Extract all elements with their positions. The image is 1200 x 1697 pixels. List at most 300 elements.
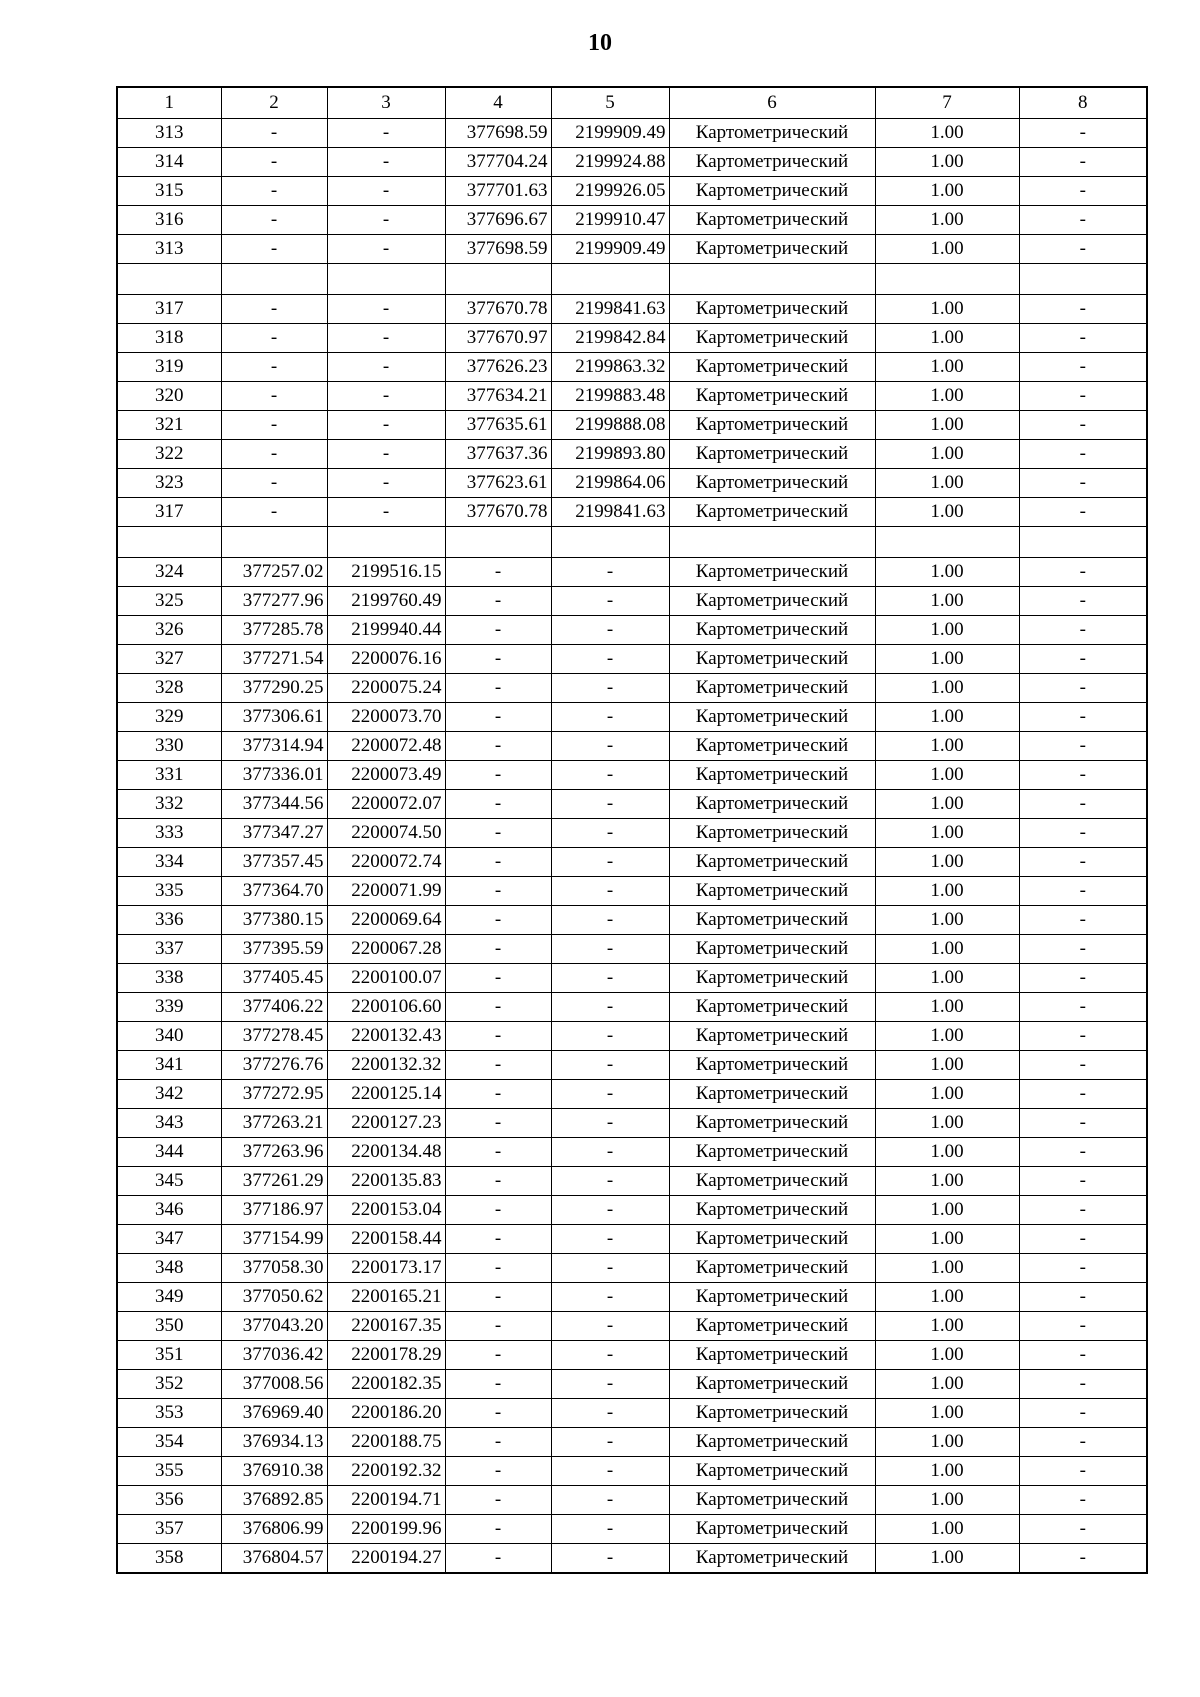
- table-row: [117, 732, 1147, 761]
- table-cell-col-3: 2200192.32: [327, 1457, 445, 1486]
- table-cell-col-5: 2199888.08: [551, 411, 669, 440]
- table-cell-col-2: 377277.96: [221, 587, 327, 616]
- table-cell-col-8: -: [1019, 295, 1147, 324]
- table-cell-col-6: [669, 264, 875, 295]
- table-cell-col-4: -: [445, 964, 551, 993]
- table-row: [117, 206, 1147, 235]
- table-cell-col-3: -: [327, 177, 445, 206]
- table-cell-col-3: 2200071.99: [327, 877, 445, 906]
- table-cell-col-8: -: [1019, 587, 1147, 616]
- table-cell-col-6: Картометрический: [669, 645, 875, 674]
- table-cell-col-1: 337: [117, 935, 221, 964]
- table-cell-col-2: 377263.96: [221, 1138, 327, 1167]
- table-cell-col-8: -: [1019, 1486, 1147, 1515]
- table-cell-col-8: -: [1019, 1457, 1147, 1486]
- table-cell-col-5: -: [551, 1428, 669, 1457]
- table-cell-col-2: 377263.21: [221, 1109, 327, 1138]
- table-cell-col-1: 321: [117, 411, 221, 440]
- table-cell-col-4: -: [445, 1051, 551, 1080]
- table-cell-col-1: 333: [117, 819, 221, 848]
- table-cell-col-5: 2199909.49: [551, 119, 669, 148]
- table-cell-col-3: -: [327, 498, 445, 527]
- table-cell-col-7: 1.00: [875, 703, 1019, 732]
- table-row: [117, 906, 1147, 935]
- table-row: [117, 1022, 1147, 1051]
- table-row: [117, 790, 1147, 819]
- table-cell-col-2: -: [221, 440, 327, 469]
- table-cell-col-7: 1.00: [875, 206, 1019, 235]
- table-cell-col-8: -: [1019, 1022, 1147, 1051]
- table-cell-col-2: 376910.38: [221, 1457, 327, 1486]
- table-row: [117, 295, 1147, 324]
- table-cell-col-5: -: [551, 1399, 669, 1428]
- table-cell-col-1: 348: [117, 1254, 221, 1283]
- table-cell-col-3: 2200132.43: [327, 1022, 445, 1051]
- table-cell-col-7: 1.00: [875, 411, 1019, 440]
- table-cell-col-8: -: [1019, 848, 1147, 877]
- table-cell-col-1: 316: [117, 206, 221, 235]
- table-row: [117, 993, 1147, 1022]
- table-cell-col-5: -: [551, 1312, 669, 1341]
- table-cell-col-6: Картометрический: [669, 964, 875, 993]
- table-cell-col-8: -: [1019, 324, 1147, 353]
- table-cell-col-4: -: [445, 616, 551, 645]
- table-cell-col-3: -: [327, 295, 445, 324]
- table-cell-col-7: 1.00: [875, 1022, 1019, 1051]
- table-cell-col-3: 2200075.24: [327, 674, 445, 703]
- table-cell-col-6: Картометрический: [669, 1225, 875, 1254]
- table-cell-col-8: -: [1019, 645, 1147, 674]
- table-cell-col-7: 1.00: [875, 993, 1019, 1022]
- table-cell-col-6: Картометрический: [669, 1341, 875, 1370]
- table-cell-col-6: Картометрический: [669, 498, 875, 527]
- table-cell-col-5: -: [551, 1138, 669, 1167]
- table-cell-col-7: 1.00: [875, 587, 1019, 616]
- table-cell-col-5: -: [551, 964, 669, 993]
- table-cell-col-8: -: [1019, 964, 1147, 993]
- table-cell-col-8: -: [1019, 177, 1147, 206]
- table-cell-col-1: 354: [117, 1428, 221, 1457]
- table-cell-col-2: 377357.45: [221, 848, 327, 877]
- table-cell-col-6: Картометрический: [669, 877, 875, 906]
- table-cell-col-3: 2200167.35: [327, 1312, 445, 1341]
- table-cell-col-8: -: [1019, 469, 1147, 498]
- table-cell-col-4: -: [445, 1312, 551, 1341]
- table-cell-col-3: 2200199.96: [327, 1515, 445, 1544]
- table-cell-col-7: 1.00: [875, 1167, 1019, 1196]
- table-row: [117, 469, 1147, 498]
- table-cell-col-6: Картометрический: [669, 440, 875, 469]
- table-cell-col-6: Картометрический: [669, 1022, 875, 1051]
- table-cell-col-3: 2200158.44: [327, 1225, 445, 1254]
- table-cell-col-3: 2199516.15: [327, 558, 445, 587]
- table-cell-col-4: -: [445, 1370, 551, 1399]
- table-row: [117, 411, 1147, 440]
- table-cell-col-1: 317: [117, 498, 221, 527]
- table-cell-col-6: Картометрический: [669, 235, 875, 264]
- table-cell-col-2: [221, 264, 327, 295]
- table-cell-col-3: 2200173.17: [327, 1254, 445, 1283]
- table-cell-col-3: 2200186.20: [327, 1399, 445, 1428]
- table-cell-col-4: -: [445, 703, 551, 732]
- table-cell-col-8: -: [1019, 703, 1147, 732]
- table-cell-col-2: 377336.01: [221, 761, 327, 790]
- table-cell-col-6: Картометрический: [669, 790, 875, 819]
- table-cell-col-4: 377635.61: [445, 411, 551, 440]
- table-cell-col-5: 2199883.48: [551, 382, 669, 411]
- table-cell-col-1: 323: [117, 469, 221, 498]
- table-cell-col-8: -: [1019, 1283, 1147, 1312]
- table-cell-col-2: [221, 527, 327, 558]
- table-cell-col-2: 376934.13: [221, 1428, 327, 1457]
- table-cell-col-5: -: [551, 616, 669, 645]
- table-cell-col-7: 1.00: [875, 1196, 1019, 1225]
- table-cell-col-3: -: [327, 440, 445, 469]
- table-cell-col-1: 357: [117, 1515, 221, 1544]
- table-cell-col-4: [445, 527, 551, 558]
- table-cell-col-2: 377405.45: [221, 964, 327, 993]
- table-cell-col-1: 328: [117, 674, 221, 703]
- table-cell-col-8: -: [1019, 1051, 1147, 1080]
- table-cell-col-1: 325: [117, 587, 221, 616]
- table-cell-col-8: -: [1019, 1196, 1147, 1225]
- table-row: [117, 761, 1147, 790]
- table-cell-col-1: 358: [117, 1544, 221, 1574]
- table-row: [117, 674, 1147, 703]
- table-cell-col-7: 1.00: [875, 324, 1019, 353]
- table-cell-col-4: -: [445, 1196, 551, 1225]
- table-cell-col-8: -: [1019, 1109, 1147, 1138]
- table-cell-col-2: 376969.40: [221, 1399, 327, 1428]
- table-cell-col-1: 356: [117, 1486, 221, 1515]
- table-cell-col-8: -: [1019, 558, 1147, 587]
- table-cell-col-5: -: [551, 1109, 669, 1138]
- table-cell-col-6: Картометрический: [669, 1051, 875, 1080]
- table-row: [117, 558, 1147, 587]
- table-cell-col-7: 1.00: [875, 1544, 1019, 1574]
- table-cell-col-2: -: [221, 119, 327, 148]
- table-cell-col-8: -: [1019, 498, 1147, 527]
- table-cell-col-4: -: [445, 1283, 551, 1312]
- table-cell-col-6: Картометрический: [669, 703, 875, 732]
- table-cell-col-7: [875, 527, 1019, 558]
- table-row: [117, 1283, 1147, 1312]
- table-cell-col-8: -: [1019, 1225, 1147, 1254]
- table-cell-col-2: 377306.61: [221, 703, 327, 732]
- table-row: [117, 964, 1147, 993]
- table-row: [117, 1080, 1147, 1109]
- table-cell-col-3: 2200135.83: [327, 1167, 445, 1196]
- table-cell-col-6: Картометрический: [669, 1167, 875, 1196]
- table-cell-col-2: -: [221, 148, 327, 177]
- table-cell-col-3: -: [327, 206, 445, 235]
- table-cell-col-4: -: [445, 1399, 551, 1428]
- table-cell-col-1: 318: [117, 324, 221, 353]
- table-cell-col-6: Картометрический: [669, 1196, 875, 1225]
- table-row: [117, 1196, 1147, 1225]
- table-cell-col-2: -: [221, 498, 327, 527]
- header-row: [117, 87, 1147, 119]
- table-cell-col-8: -: [1019, 616, 1147, 645]
- table-cell-col-1: 314: [117, 148, 221, 177]
- table-cell-col-2: 377272.95: [221, 1080, 327, 1109]
- table-cell-col-1: 331: [117, 761, 221, 790]
- table-cell-col-7: 1.00: [875, 498, 1019, 527]
- table-cell-col-3: 2200106.60: [327, 993, 445, 1022]
- table-cell-col-4: -: [445, 1341, 551, 1370]
- table-cell-col-6: Картометрический: [669, 1254, 875, 1283]
- table-cell-col-6: Картометрический: [669, 761, 875, 790]
- table-cell-col-1: 350: [117, 1312, 221, 1341]
- table-cell-col-6: Картометрический: [669, 382, 875, 411]
- table-cell-col-6: Картометрический: [669, 1515, 875, 1544]
- table-cell-col-1: 340: [117, 1022, 221, 1051]
- table-cell-col-4: -: [445, 587, 551, 616]
- table-cell-col-8: -: [1019, 440, 1147, 469]
- table-row: [117, 935, 1147, 964]
- table-cell-col-3: 2200132.32: [327, 1051, 445, 1080]
- table-cell-col-1: 313: [117, 119, 221, 148]
- table-cell-col-5: 2199842.84: [551, 324, 669, 353]
- table-cell-col-1: 345: [117, 1167, 221, 1196]
- table-row: [117, 119, 1147, 148]
- table-cell-col-3: -: [327, 119, 445, 148]
- table-cell-col-2: 377261.29: [221, 1167, 327, 1196]
- table-cell-col-6: Картометрический: [669, 1544, 875, 1574]
- table-cell-col-7: 1.00: [875, 1254, 1019, 1283]
- table-cell-col-1: 330: [117, 732, 221, 761]
- table-cell-col-3: 2200188.75: [327, 1428, 445, 1457]
- table-row: [117, 177, 1147, 206]
- table-cell-col-1: 320: [117, 382, 221, 411]
- table-cell-col-7: 1.00: [875, 935, 1019, 964]
- table-cell-col-6: Картометрический: [669, 206, 875, 235]
- table-row: [117, 382, 1147, 411]
- table-cell-col-7: 1.00: [875, 469, 1019, 498]
- table-cell-col-4: -: [445, 558, 551, 587]
- table-cell-col-6: Картометрический: [669, 295, 875, 324]
- table-cell-col-2: -: [221, 295, 327, 324]
- table-cell-col-7: 1.00: [875, 645, 1019, 674]
- table-cell-col-5: -: [551, 906, 669, 935]
- table-cell-col-2: -: [221, 235, 327, 264]
- table-cell-col-5: -: [551, 819, 669, 848]
- table-cell-col-3: [327, 264, 445, 295]
- table-row: [117, 1515, 1147, 1544]
- table-cell-col-6: Картометрический: [669, 148, 875, 177]
- table-cell-col-7: 1.00: [875, 1341, 1019, 1370]
- column-header-5: 5: [551, 87, 669, 119]
- table-row: [117, 440, 1147, 469]
- table-cell-col-6: Картометрический: [669, 1109, 875, 1138]
- table-cell-col-2: 377344.56: [221, 790, 327, 819]
- table-row: [117, 1399, 1147, 1428]
- table-cell-col-2: 377290.25: [221, 674, 327, 703]
- table-cell-col-2: -: [221, 411, 327, 440]
- table-cell-col-2: 377036.42: [221, 1341, 327, 1370]
- table-cell-col-5: -: [551, 1283, 669, 1312]
- table-cell-col-4: 377704.24: [445, 148, 551, 177]
- table-cell-col-4: 377670.78: [445, 498, 551, 527]
- table-cell-col-4: -: [445, 1138, 551, 1167]
- table-cell-col-1: 342: [117, 1080, 221, 1109]
- table-row-separator: [117, 264, 1147, 295]
- table-cell-col-8: -: [1019, 206, 1147, 235]
- table-cell-col-2: 377271.54: [221, 645, 327, 674]
- table-cell-col-3: 2199940.44: [327, 616, 445, 645]
- table-cell-col-6: Картометрический: [669, 1138, 875, 1167]
- table-cell-col-7: 1.00: [875, 674, 1019, 703]
- table-cell-col-2: 377406.22: [221, 993, 327, 1022]
- table-cell-col-4: -: [445, 1457, 551, 1486]
- table-cell-col-5: -: [551, 1051, 669, 1080]
- table-cell-col-5: -: [551, 1080, 669, 1109]
- table-cell-col-1: 341: [117, 1051, 221, 1080]
- table-cell-col-3: 2200125.14: [327, 1080, 445, 1109]
- table-cell-col-1: 326: [117, 616, 221, 645]
- table-cell-col-5: -: [551, 790, 669, 819]
- table-row: [117, 703, 1147, 732]
- table-cell-col-6: Картометрический: [669, 411, 875, 440]
- table-cell-col-4: 377670.78: [445, 295, 551, 324]
- table-cell-col-6: Картометрический: [669, 616, 875, 645]
- table-cell-col-8: -: [1019, 674, 1147, 703]
- table-cell-col-4: -: [445, 645, 551, 674]
- table-cell-col-8: -: [1019, 1138, 1147, 1167]
- table-cell-col-8: -: [1019, 877, 1147, 906]
- table-cell-col-6: Картометрический: [669, 935, 875, 964]
- table-cell-col-6: Картометрический: [669, 469, 875, 498]
- table-cell-col-6: Картометрический: [669, 993, 875, 1022]
- table-cell-col-3: 2200067.28: [327, 935, 445, 964]
- table-cell-col-5: -: [551, 993, 669, 1022]
- table-cell-col-3: 2200073.70: [327, 703, 445, 732]
- table-cell-col-3: -: [327, 469, 445, 498]
- table-cell-col-5: -: [551, 674, 669, 703]
- table-cell-col-8: -: [1019, 1312, 1147, 1341]
- table-cell-col-3: 2200134.48: [327, 1138, 445, 1167]
- table-cell-col-1: 349: [117, 1283, 221, 1312]
- table-row: [117, 1428, 1147, 1457]
- table-cell-col-1: 353: [117, 1399, 221, 1428]
- table-cell-col-5: -: [551, 761, 669, 790]
- table-cell-col-7: 1.00: [875, 440, 1019, 469]
- table-cell-col-5: 2199926.05: [551, 177, 669, 206]
- table-row: [117, 1225, 1147, 1254]
- table-row: [117, 324, 1147, 353]
- table-cell-col-3: 2199760.49: [327, 587, 445, 616]
- table-row: [117, 877, 1147, 906]
- table-cell-col-4: -: [445, 1254, 551, 1283]
- table-cell-col-8: -: [1019, 819, 1147, 848]
- table-cell-col-3: 2200074.50: [327, 819, 445, 848]
- table-cell-col-3: -: [327, 235, 445, 264]
- table-cell-col-5: -: [551, 1254, 669, 1283]
- table-cell-col-8: -: [1019, 761, 1147, 790]
- table-row: [117, 587, 1147, 616]
- table-cell-col-5: -: [551, 1022, 669, 1051]
- table-cell-col-7: 1.00: [875, 353, 1019, 382]
- table-cell-col-2: 377008.56: [221, 1370, 327, 1399]
- column-header-7: 7: [875, 87, 1019, 119]
- table-cell-col-2: 377364.70: [221, 877, 327, 906]
- table-cell-col-7: 1.00: [875, 906, 1019, 935]
- column-header-3: 3: [327, 87, 445, 119]
- table-row: [117, 1254, 1147, 1283]
- table-cell-col-7: 1.00: [875, 1109, 1019, 1138]
- table-cell-col-7: 1.00: [875, 558, 1019, 587]
- table-row: [117, 645, 1147, 674]
- table-cell-col-7: 1.00: [875, 235, 1019, 264]
- table-cell-col-3: 2200194.71: [327, 1486, 445, 1515]
- table-cell-col-7: 1.00: [875, 964, 1019, 993]
- table-cell-col-5: 2199863.32: [551, 353, 669, 382]
- table-cell-col-5: -: [551, 558, 669, 587]
- table-cell-col-8: -: [1019, 993, 1147, 1022]
- table-cell-col-1: 343: [117, 1109, 221, 1138]
- table-header: [117, 87, 1147, 119]
- table-cell-col-4: -: [445, 1022, 551, 1051]
- table-cell-col-6: Картометрический: [669, 906, 875, 935]
- table-cell-col-4: -: [445, 732, 551, 761]
- column-header-8: 8: [1019, 87, 1147, 119]
- table-cell-col-4: 377637.36: [445, 440, 551, 469]
- table-cell-col-6: Картометрический: [669, 674, 875, 703]
- table-cell-col-4: -: [445, 993, 551, 1022]
- table-cell-col-3: 2200178.29: [327, 1341, 445, 1370]
- table-cell-col-6: Картометрический: [669, 558, 875, 587]
- table-cell-col-1: 347: [117, 1225, 221, 1254]
- table-cell-col-4: 377626.23: [445, 353, 551, 382]
- table-cell-col-5: -: [551, 1341, 669, 1370]
- table-cell-col-5: -: [551, 1515, 669, 1544]
- table-row: [117, 1109, 1147, 1138]
- table-cell-col-1: 322: [117, 440, 221, 469]
- table-row: [117, 1138, 1147, 1167]
- table-cell-col-6: Картометрический: [669, 1399, 875, 1428]
- table-cell-col-1: 329: [117, 703, 221, 732]
- table-cell-col-4: -: [445, 819, 551, 848]
- table-cell-col-2: -: [221, 177, 327, 206]
- table-cell-col-1: 327: [117, 645, 221, 674]
- table-cell-col-5: 2199841.63: [551, 498, 669, 527]
- table-cell-col-1: 352: [117, 1370, 221, 1399]
- table-cell-col-1: 324: [117, 558, 221, 587]
- table-cell-col-6: Картометрический: [669, 819, 875, 848]
- table-cell-col-4: 377634.21: [445, 382, 551, 411]
- table-cell-col-7: 1.00: [875, 616, 1019, 645]
- table-cell-col-3: 2200127.23: [327, 1109, 445, 1138]
- table-cell-col-8: -: [1019, 1254, 1147, 1283]
- table-cell-col-7: 1.00: [875, 1428, 1019, 1457]
- table-cell-col-7: 1.00: [875, 1515, 1019, 1544]
- table-cell-col-8: -: [1019, 1515, 1147, 1544]
- table-cell-col-2: 377380.15: [221, 906, 327, 935]
- table-cell-col-8: -: [1019, 1370, 1147, 1399]
- table-row: [117, 848, 1147, 877]
- table-cell-col-2: 377050.62: [221, 1283, 327, 1312]
- table-cell-col-5: 2199924.88: [551, 148, 669, 177]
- table-cell-col-3: 2200100.07: [327, 964, 445, 993]
- table-cell-col-2: 376806.99: [221, 1515, 327, 1544]
- table-body: [117, 119, 1147, 1574]
- table-cell-col-8: -: [1019, 119, 1147, 148]
- table-cell-col-5: -: [551, 1370, 669, 1399]
- table-cell-col-3: -: [327, 353, 445, 382]
- table-cell-col-2: -: [221, 382, 327, 411]
- table-cell-col-7: 1.00: [875, 761, 1019, 790]
- table-cell-col-5: -: [551, 587, 669, 616]
